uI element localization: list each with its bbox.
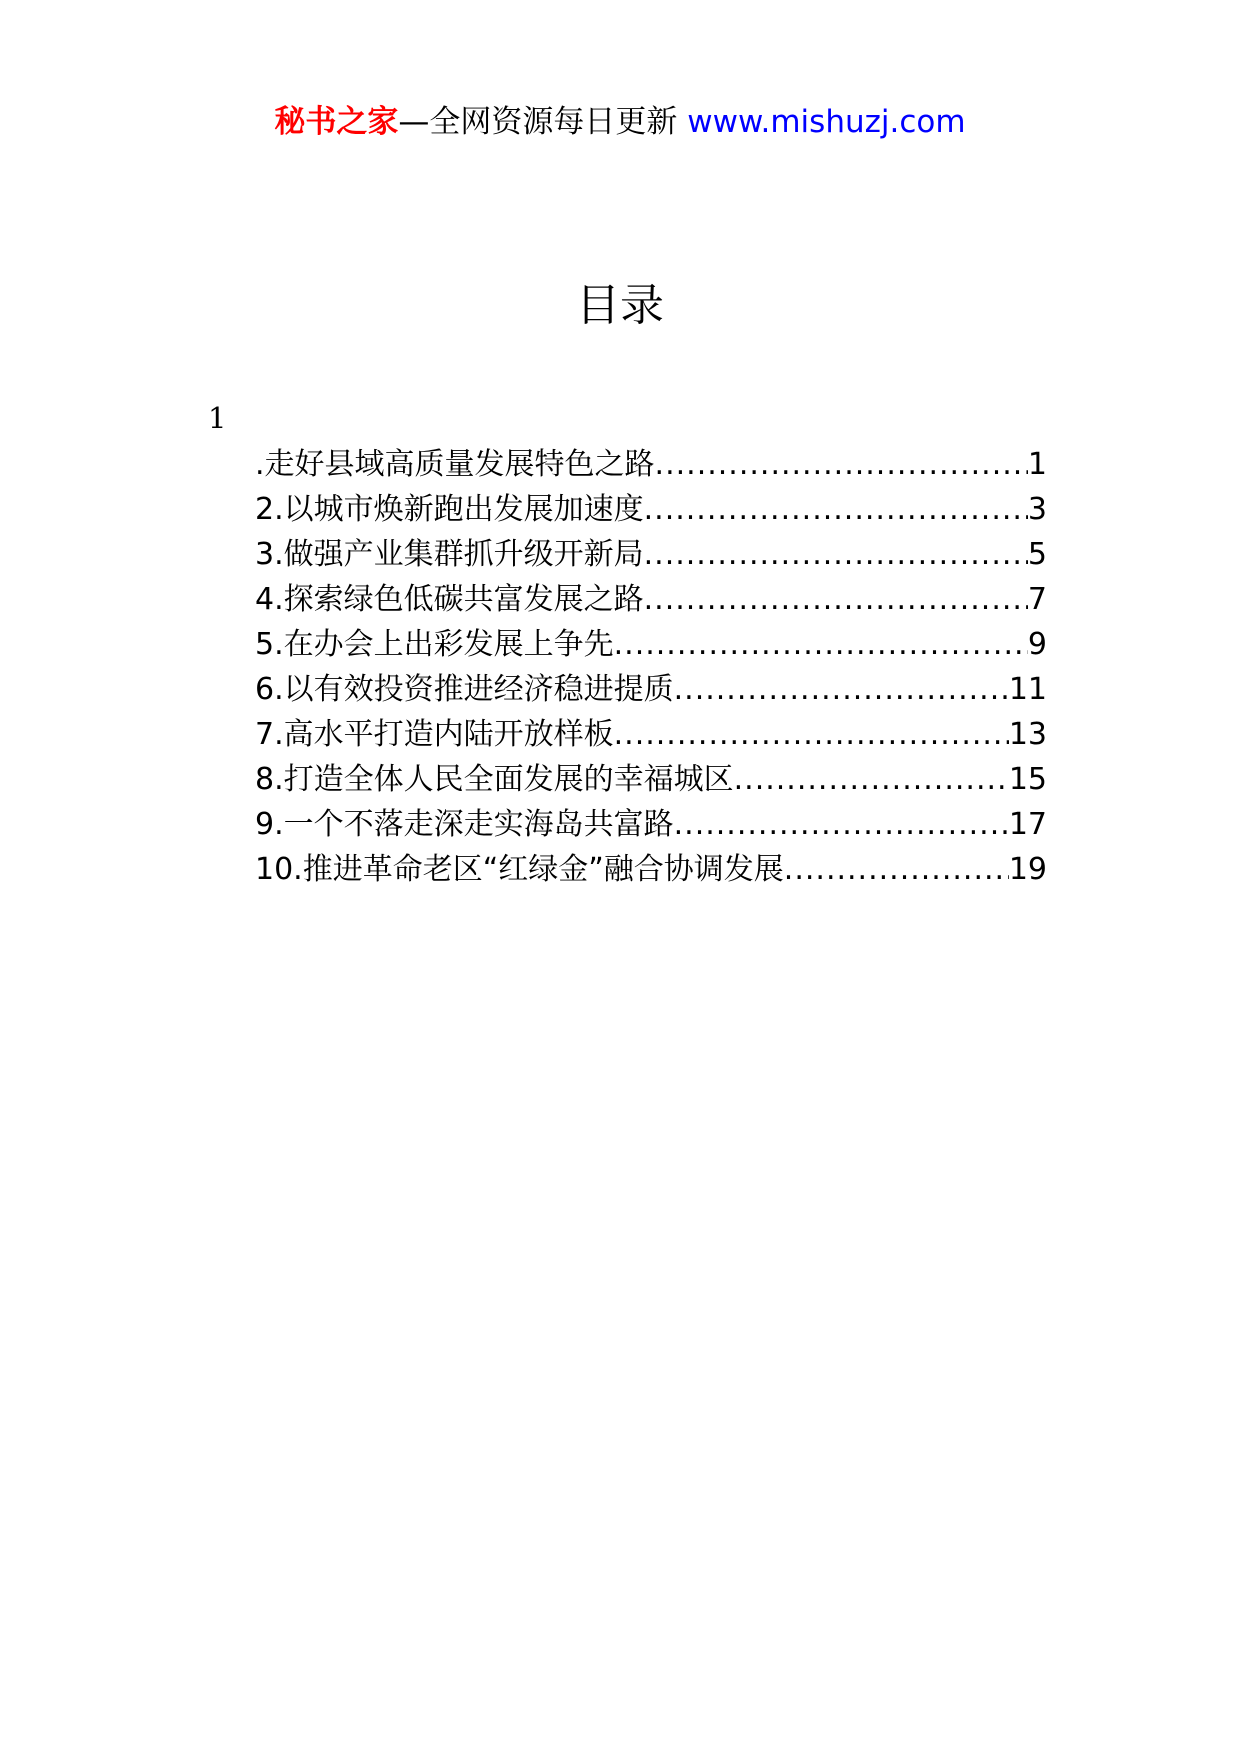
toc-entry-title: .走好县域高质量发展特色之路: [255, 447, 655, 482]
toc-entry-title: 7.高水平打造内陆开放样板: [255, 717, 614, 752]
toc-entry-title: 8.打造全体人民全面发展的幸福城区: [255, 762, 734, 797]
toc-dot-leader: [644, 577, 1028, 622]
toc-entry-title: 5.在办会上出彩发展上争先: [255, 627, 614, 662]
toc-entry[interactable]: [255, 847, 1047, 892]
toc-entry-title: 6.以有效投资推进经济稳进提质: [255, 672, 674, 707]
toc-entry[interactable]: [255, 577, 1047, 622]
toc-page-number: 11: [1008, 672, 1047, 707]
toc-entry-title: 10.推进革命老区“红绿金”融合协调发展: [255, 852, 784, 887]
toc-dot-leader: [644, 532, 1028, 577]
table-of-contents: [255, 442, 1047, 892]
toc-page-number: 3: [1027, 492, 1047, 527]
toc-page-number: 15: [1008, 762, 1047, 797]
toc-entry[interactable]: [255, 622, 1047, 667]
toc-page-number: 7: [1027, 582, 1047, 617]
toc-page-number: 19: [1008, 852, 1047, 887]
toc-entry-title: 4.探索绿色低碳共富发展之路: [255, 582, 644, 617]
toc-entry-title: 3.做强产业集群抓升级开新局: [255, 537, 644, 572]
page-title: 目录: [576, 280, 664, 331]
toc-dot-leader: [674, 802, 1009, 847]
toc-entry-title: 9.一个不落走深走实海岛共富路: [255, 807, 674, 842]
toc-entry-title: 2.以城市焕新跑出发展加速度: [255, 492, 644, 527]
toc-entry[interactable]: [255, 442, 1047, 487]
toc-entry[interactable]: [255, 487, 1047, 532]
toc-entry[interactable]: [255, 712, 1047, 757]
stray-number: 1: [208, 401, 227, 435]
toc-entry[interactable]: [255, 532, 1047, 577]
toc-entry[interactable]: [255, 757, 1047, 802]
header-slogan: —全网资源每日更新: [398, 104, 678, 140]
brand-name: 秘书之家: [274, 104, 399, 140]
toc-entry[interactable]: [255, 802, 1047, 847]
toc-dot-leader: [655, 442, 1028, 487]
toc-page-number: 1: [1027, 447, 1047, 482]
toc-dot-leader: [734, 757, 1009, 802]
toc-dot-leader: [784, 847, 1009, 892]
toc-page-number: 9: [1027, 627, 1047, 662]
toc-page-number: 17: [1008, 807, 1047, 842]
toc-page-number: 13: [1008, 717, 1047, 752]
toc-dot-leader: [674, 667, 1009, 712]
toc-entry[interactable]: [255, 667, 1047, 712]
toc-page-number: 5: [1027, 537, 1047, 572]
toc-dot-leader: [614, 622, 1028, 667]
site-header: [0, 100, 1240, 144]
toc-dot-leader: [644, 487, 1028, 532]
site-url-link[interactable]: www.mishuzj.com: [687, 104, 966, 140]
toc-dot-leader: [614, 712, 1009, 757]
